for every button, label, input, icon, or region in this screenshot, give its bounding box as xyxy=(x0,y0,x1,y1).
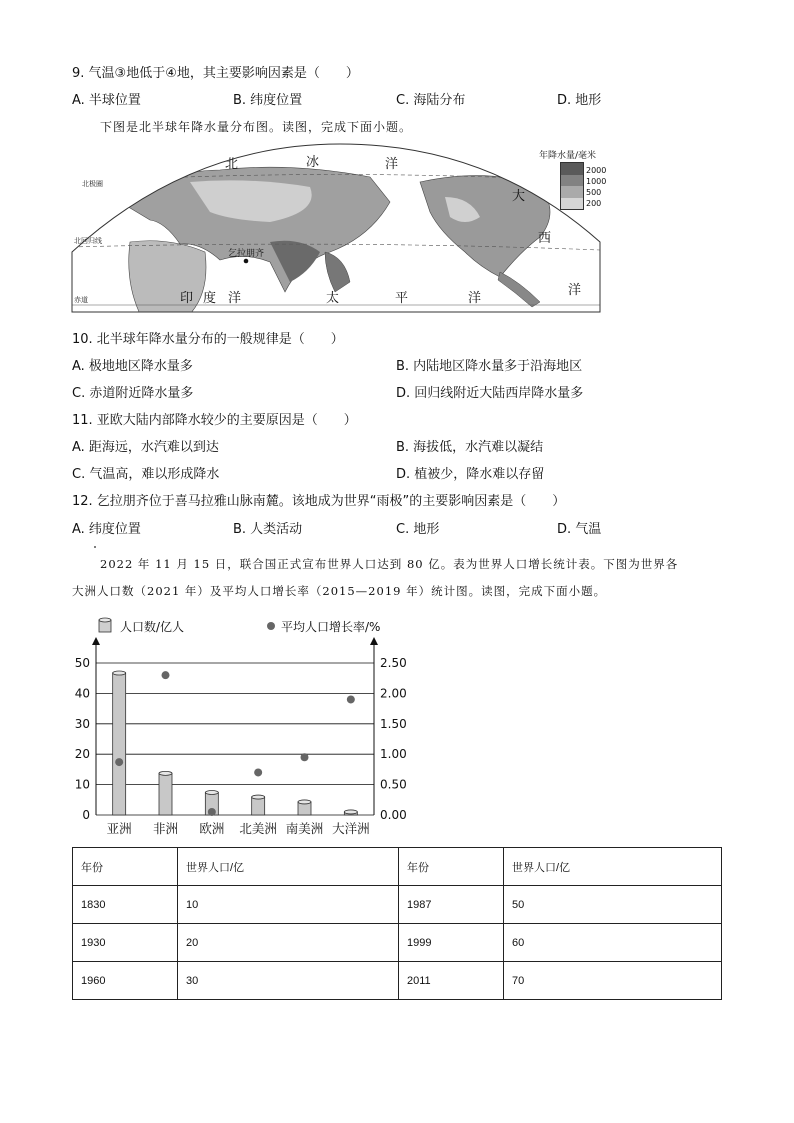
arctic-circle-label: 北极圈 xyxy=(82,180,103,188)
ocean-label-yang-indian: 洋 xyxy=(228,291,242,306)
q11-option-c[interactable]: C. 气温高，难以形成降水 xyxy=(72,467,220,482)
legend-growth-label: 平均人口增长率/% xyxy=(281,620,381,634)
bar-top-北美洲 xyxy=(252,795,265,799)
ocean-label-da: 大 xyxy=(512,189,526,204)
population-table xyxy=(72,847,722,1000)
ocean-label-tai: 太 xyxy=(326,291,340,306)
legend-swatch-1000 xyxy=(561,175,583,187)
q9-option-c[interactable]: C. 海陆分布 xyxy=(396,93,466,108)
legend-bar-icon xyxy=(99,618,111,632)
right-tick-label: 1.50 xyxy=(380,716,407,731)
right-tick-label: 0.00 xyxy=(380,808,407,822)
table-row xyxy=(73,924,722,962)
table-header-row xyxy=(73,848,722,886)
table-row xyxy=(73,886,722,924)
left-tick-label: 30 xyxy=(74,716,90,731)
table-header-year-1: 年份 xyxy=(73,848,178,886)
table-cell: 50 xyxy=(504,886,722,924)
table-header-pop-1: 世界人口/亿 xyxy=(178,848,399,886)
legend-title: 年降水量/毫米 xyxy=(539,151,597,161)
growth-dot-南美洲 xyxy=(301,753,309,761)
africa-shape xyxy=(129,241,206,314)
q9-option-a[interactable]: A. 半球位置 xyxy=(72,93,141,108)
bar-非洲 xyxy=(159,773,172,815)
q10-option-b[interactable]: B. 内陆地区降水量多于沿海地区 xyxy=(396,359,583,374)
population-chart xyxy=(70,615,410,840)
table-row xyxy=(73,962,722,1000)
q12-option-b[interactable]: B. 人类活动 xyxy=(233,522,303,537)
category-label: 北美洲 xyxy=(239,821,277,836)
table-cell: 2011 xyxy=(399,962,504,1000)
right-axis-arrow xyxy=(370,637,378,645)
bar-top-大洋洲 xyxy=(344,810,357,814)
growth-dot-大洋洲 xyxy=(347,695,355,703)
table-header-pop-2: 世界人口/亿 xyxy=(504,848,722,886)
ocean-label-yang-atlantic: 洋 xyxy=(568,283,582,298)
legend-dot-icon xyxy=(267,622,275,630)
legend-value-1000: 1000 xyxy=(586,177,607,186)
category-label: 欧洲 xyxy=(199,821,225,836)
q10-option-a[interactable]: A. 极地地区降水量多 xyxy=(72,359,193,374)
ocean-label-du: 度 xyxy=(203,291,217,306)
legend-swatch-2000 xyxy=(561,163,583,175)
table-cell: 30 xyxy=(178,962,399,1000)
q10-option-c[interactable]: C. 赤道附近降水量多 xyxy=(72,386,194,401)
q9-stem: 9. 气温③地低于④地，其主要影响因素是（ ） xyxy=(72,66,359,81)
q11-option-b[interactable]: B. 海拔低，水汽难以凝结 xyxy=(396,440,544,455)
growth-dot-亚洲 xyxy=(115,758,123,766)
map-intro: 下图是北半球年降水量分布图。读图，完成下面小题。 xyxy=(100,120,413,134)
ocean-label-yang: 洋 xyxy=(385,157,399,172)
pop-intro-line1: 2022 年 11 月 15 日，联合国正式宣布世界人口达到 80 亿。表为世界人口增长统计表。下图为世界各 xyxy=(100,557,679,571)
bar-top-欧洲 xyxy=(205,791,218,795)
q12-option-a[interactable]: A. 纬度位置 xyxy=(72,522,141,537)
growth-dot-北美洲 xyxy=(254,768,262,776)
table-cell: 1999 xyxy=(399,924,504,962)
chart-svg xyxy=(70,615,410,840)
city-label: 乞拉朋齐 xyxy=(228,249,265,259)
stray-dot xyxy=(94,546,96,548)
pop-intro-line2: 大洲人口数（2021 年）及平均人口增长率（2015—2019 年）统计图。读图，完成下面小题。 xyxy=(72,584,607,598)
ocean-label-yin: 印 xyxy=(180,291,194,306)
bar-top-亚洲 xyxy=(113,671,126,675)
ocean-label-bei: 北 xyxy=(225,157,239,172)
table-cell: 1930 xyxy=(73,924,178,962)
category-label: 非洲 xyxy=(152,821,179,836)
bar-北美洲 xyxy=(252,797,265,815)
table-cell: 10 xyxy=(178,886,399,924)
legend-swatch-500 xyxy=(561,186,583,198)
q12-option-c[interactable]: C. 地形 xyxy=(396,522,440,537)
q11-option-a[interactable]: A. 距海远，水汽难以到达 xyxy=(72,440,219,455)
category-label: 亚洲 xyxy=(106,821,132,836)
legend-swatch-200 xyxy=(561,198,583,210)
left-tick-label: 0 xyxy=(82,808,90,822)
left-tick-label: 20 xyxy=(74,747,90,762)
tropic-label: 北回归线 xyxy=(74,237,102,245)
table-cell: 60 xyxy=(504,924,722,962)
q9-option-b[interactable]: B. 纬度位置 xyxy=(233,93,303,108)
table-cell: 1987 xyxy=(399,886,504,924)
ocean-label-yang-pacific: 洋 xyxy=(468,291,482,306)
bar-top-非洲 xyxy=(159,771,172,775)
table-cell: 1830 xyxy=(73,886,178,924)
left-axis-arrow xyxy=(92,637,100,645)
q10-stem: 10. 北半球年降水量分布的一般规律是（ ） xyxy=(72,332,344,347)
q9-option-d[interactable]: D. 地形 xyxy=(557,93,602,108)
ocean-label-ping: 平 xyxy=(395,291,409,306)
legend-swatches xyxy=(560,162,584,210)
bar-亚洲 xyxy=(113,673,126,815)
right-tick-label: 2.00 xyxy=(380,686,407,701)
legend-value-500: 500 xyxy=(586,188,602,197)
growth-dot-欧洲 xyxy=(208,808,216,816)
category-label: 大洋洲 xyxy=(332,821,370,836)
left-tick-label: 40 xyxy=(74,686,90,701)
table-cell: 70 xyxy=(504,962,722,1000)
legend-population-label: 人口数/亿人 xyxy=(120,620,185,634)
right-tick-label: 2.50 xyxy=(380,656,407,670)
q12-stem: 12. 乞拉朋齐位于喜马拉雅山脉南麓。该地成为世界“雨极”的主要影响因素是（ ） xyxy=(72,494,566,509)
legend-value-200: 200 xyxy=(586,199,602,208)
table-header-year-2: 年份 xyxy=(399,848,504,886)
table-cell: 1960 xyxy=(73,962,178,1000)
right-tick-label: 1.00 xyxy=(380,747,407,762)
left-tick-label: 10 xyxy=(74,777,90,792)
legend-value-2000: 2000 xyxy=(586,166,607,175)
q11-stem: 11. 亚欧大陆内部降水较少的主要原因是（ ） xyxy=(72,413,357,428)
equator-label: 赤道 xyxy=(74,296,88,304)
right-tick-label: 0.50 xyxy=(380,777,407,792)
city-marker xyxy=(244,259,249,264)
category-label: 南美洲 xyxy=(285,821,324,836)
q10-option-d[interactable]: D. 回归线附近大陆西岸降水量多 xyxy=(396,386,584,401)
table-cell: 20 xyxy=(178,924,399,962)
q12-option-d[interactable]: D. 气温 xyxy=(557,522,602,537)
ocean-label-bing: 冰 xyxy=(306,155,320,170)
left-tick-label: 50 xyxy=(74,656,90,670)
ocean-label-xi: 西 xyxy=(538,231,552,246)
q11-option-d[interactable]: D. 植被少，降水难以存留 xyxy=(396,467,545,482)
growth-dot-非洲 xyxy=(162,671,170,679)
map-svg xyxy=(70,142,610,314)
precipitation-map xyxy=(70,142,610,314)
bar-top-南美洲 xyxy=(298,800,311,804)
